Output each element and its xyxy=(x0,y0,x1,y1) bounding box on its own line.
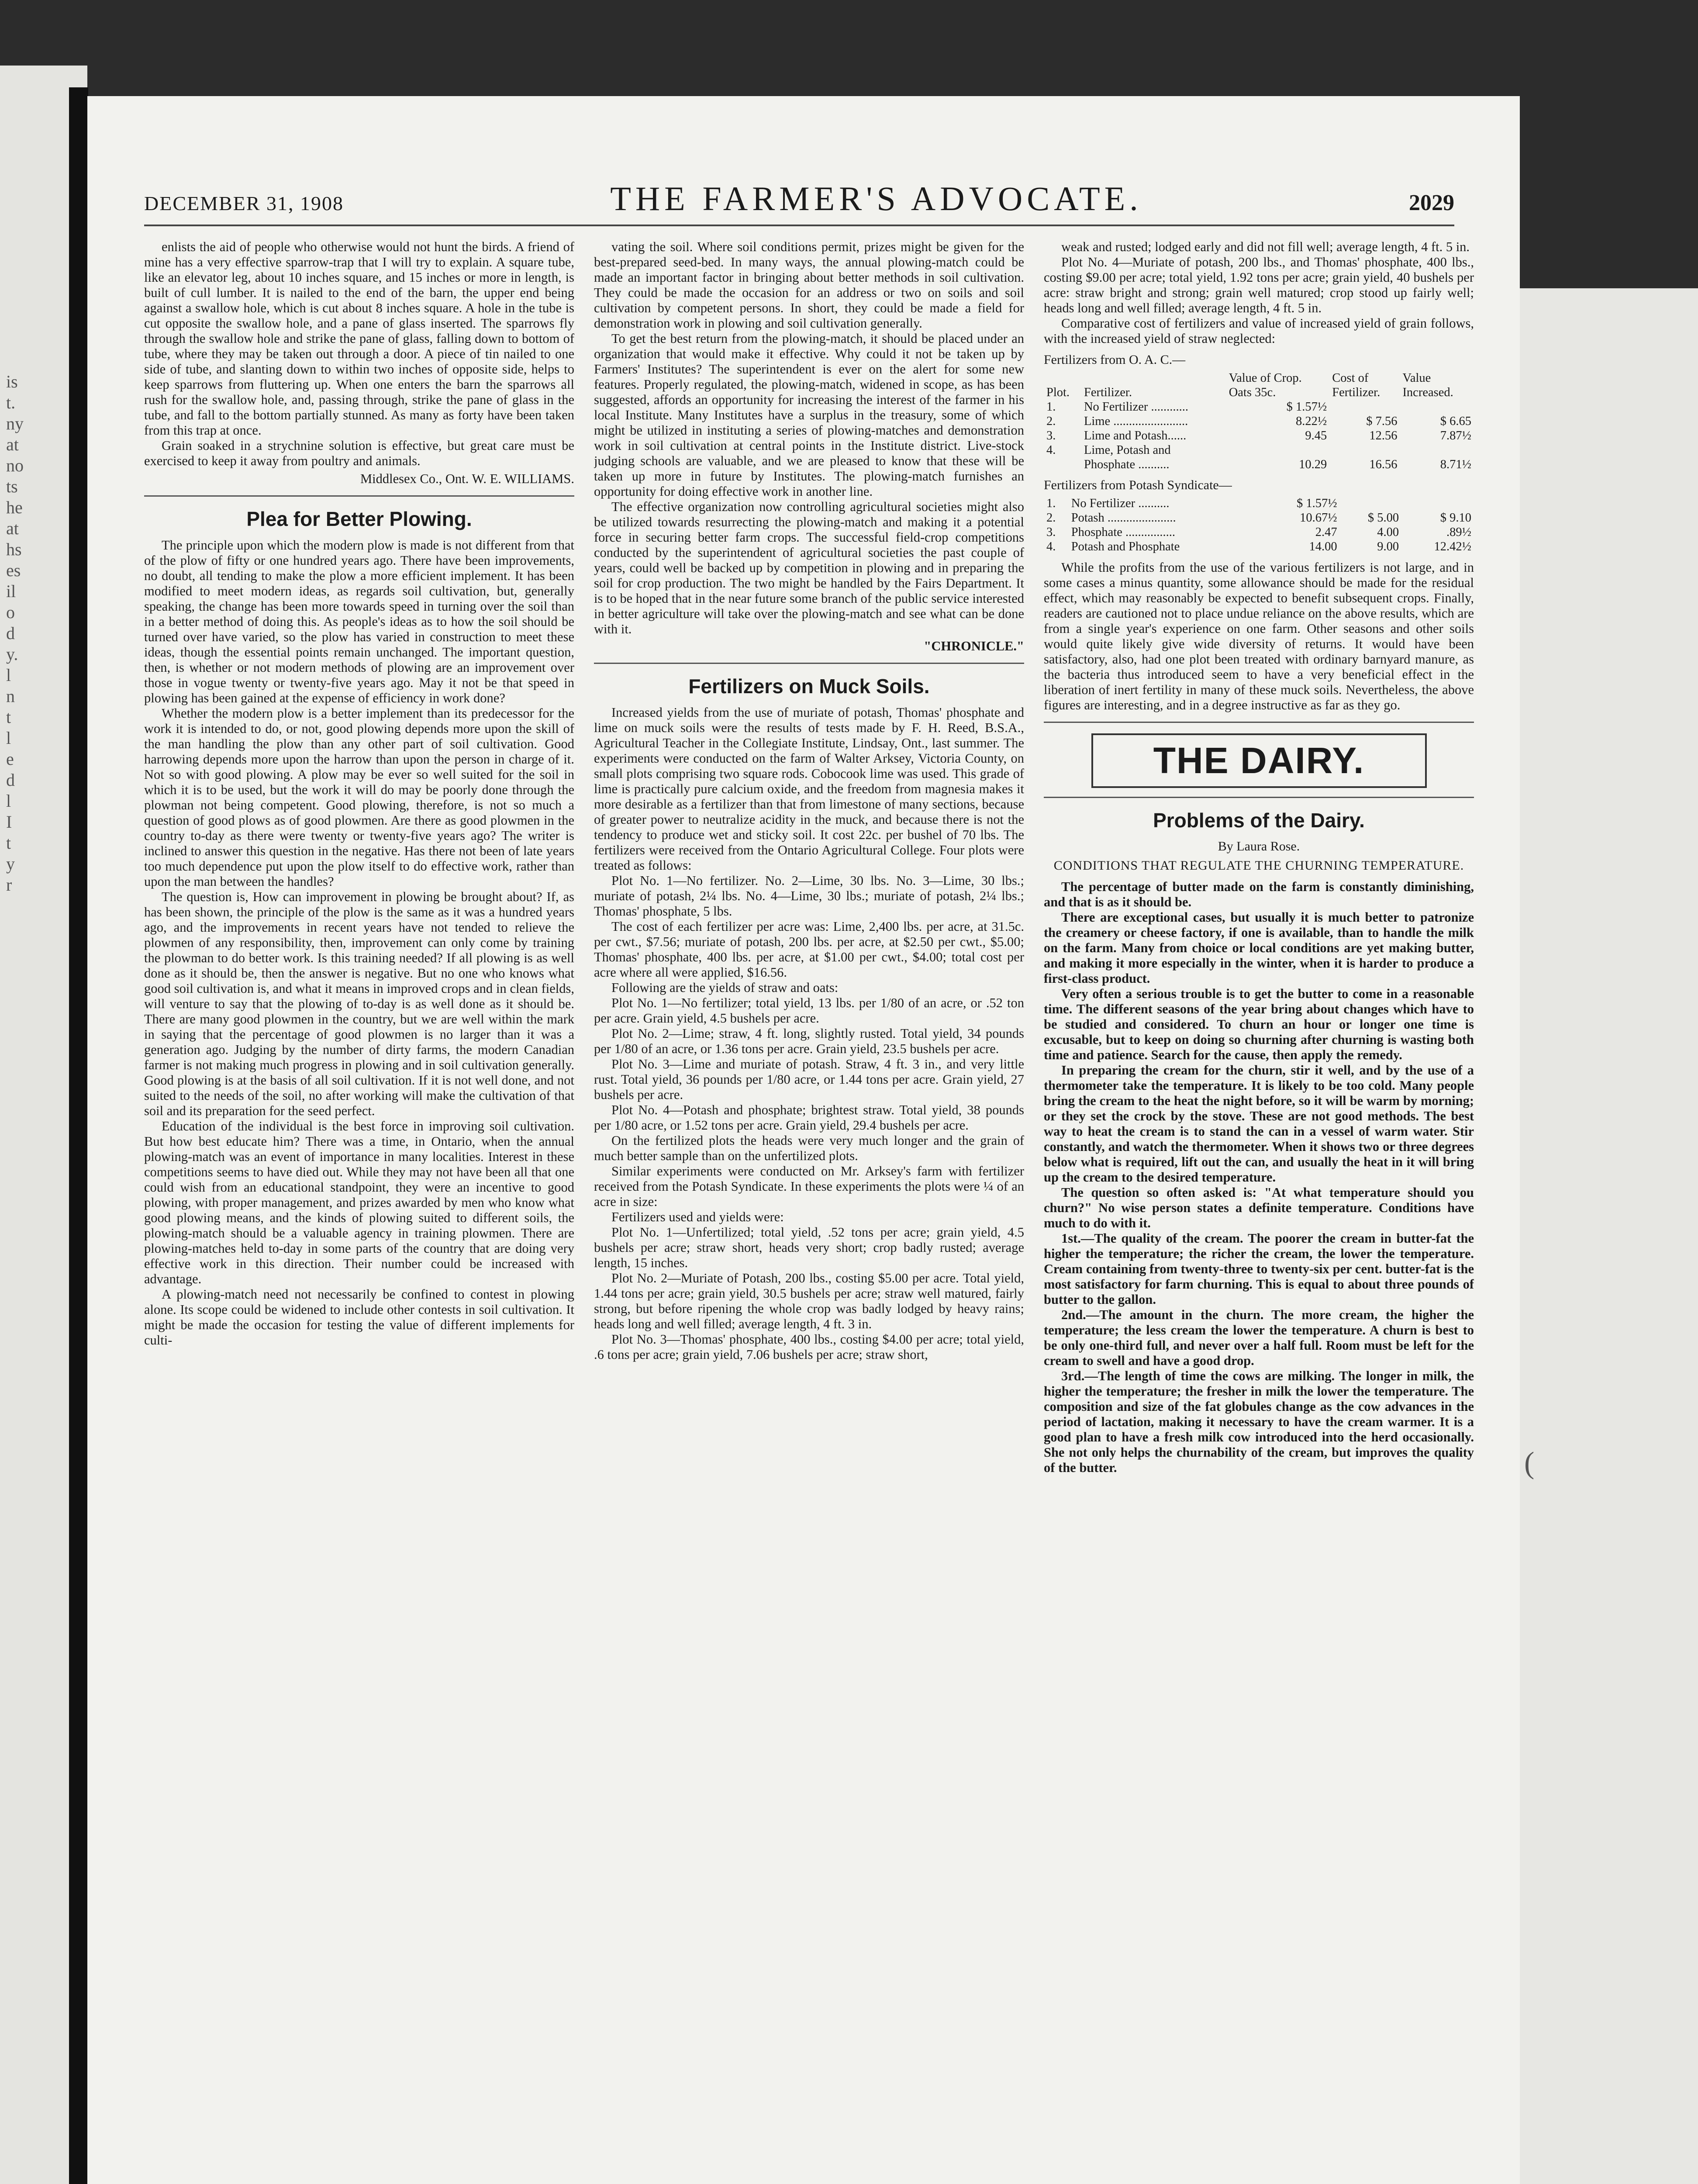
table-header-cell xyxy=(1081,371,1226,385)
table-header-cell: Cost of xyxy=(1332,371,1369,385)
table-cell: 2.47 xyxy=(1315,525,1337,539)
table-cell xyxy=(1044,457,1081,472)
paragraph: The question so often asked is: "At what temperature should you churn?" No wise person states a definite temperature. Conditions have much to do with it. xyxy=(1044,1185,1474,1230)
paragraph: Plot No. 1—No fertilizer; total yield, 13 lbs. per 1/80 of an acre, or .52 ton per acre. Grain yield, 4.5 bushels per acre. xyxy=(594,995,1024,1026)
table-cell: 4.00 xyxy=(1377,525,1399,539)
paragraph: Plot No. 3—Lime and muriate of potash. Straw, 4 ft. 3 in., and very little rust. Total yield, 36 pounds per 1/80 acre, or 1.44 tons per acre. Grain yield, 27 bushels per acre. xyxy=(594,1057,1024,1102)
table-cell: $ 5.00 xyxy=(1367,511,1399,525)
paragraph: enlists the aid of people who otherwise would not hunt the birds. A friend of mine has a very effective sparrow-trap that I will try to explain. A square tube, like an elevator leg, about 10 inches square, and 15 inches or more in length, is built of cull lumber. It is nailed to the end of the barn, the upper end being against a swallow hole, which is cut about 8 inches square. A hole in the tube is cut opposite the swallow hole, and a pane of glass inserted. The sparrows fly through the swallow hole and strike the pane of glass, falling down to bottom of tube, where they may be taken out through a door. A piece of tin nailed to one side of tube, and slanting down to within two inches of opposite side, helps to keep sparrows from fluttering up. When one enters the barn the sparrows all rush for the swallow hole, and, passing through, strike the pane of glass in the tube, and fall to the bottom partially stunned. As many as forty have been taken from this trap at once. xyxy=(144,239,574,438)
left-fragment-text: o xyxy=(6,602,15,622)
table-header-cell xyxy=(1044,371,1081,385)
table-cell: $ 7.56 xyxy=(1366,415,1398,428)
paragraph: weak and rusted; lodged early and did not fill well; average length, 4 ft. 5 in. xyxy=(1061,239,1470,254)
left-fragment-text: n xyxy=(6,686,15,706)
paragraph: Grain soaked in a strychnine solution is effective, but great care must be exercised to keep it away from poultry and animals. xyxy=(144,438,574,468)
paragraph: Plot No. 2—Muriate of Potash, 200 lbs., costing $5.00 per acre. Total yield, 1.44 tons per acre; grain yield, 30.5 bushels per acre; straw well matured, fairly strong, but before ripening the whole crop was badly lodged by heavy rains; heads long and well filled; average length, 4 ft. 3 in. xyxy=(594,1271,1024,1331)
issue-date: DECEMBER 31, 1908 xyxy=(144,192,344,214)
paragraph: The principle upon which the modern plow is made is not different from that of the plow of fifty or one hundred years ago. There have been improvements, no doubt, all tending to make the plow a more efficient implement. It has been modified to meet modern ideas, as regards soil cultivation, but, generally speaking, the change has been more towards speed in turning over the soil than in a better method of doing this. As people's ideas as to how the soil should be turned over have varied, so the plow has varied in construction to meet these ideas, though the essential points remain unchanged. The important question, then, is whether or not modern methods of plowing are an improvement over those in vogue twenty or twenty-five years ago. May it not be that speed in plowing has been gained at the expense of efficiency in work done? xyxy=(144,538,574,705)
table-cell xyxy=(1226,443,1330,457)
table-cell: $ 6.65 xyxy=(1440,415,1471,428)
author-signature: Middlesex Co., Ont. W. E. WILLIAMS. xyxy=(360,471,574,486)
paragraph: While the profits from the use of the various fertilizers is not large, and in some cases a minus quantity, some allowance should be made for the residual effect, which may reasonably be expected to benefit subsequent crops. Finally, readers are cautioned not to place undue reliance on the above results, which are from a single year's experience on one farm. Other seasons and other soils would quite likely give wide diversity of returns. It would have been satisfactory, also, had one plot been treated with ordinary barnyard manure, as the bacteria thus introduced seem to have a very beneficial effect in the liberation of inert fertility in many of these muck soils. Nevertheless, the above figures are interesting, and in a degree instructive as far as they go. xyxy=(1044,560,1474,712)
table-cell: 1. xyxy=(1046,497,1056,510)
left-fragment-text: d xyxy=(6,770,15,790)
table-cell: 2. xyxy=(1046,415,1056,428)
table-row xyxy=(1044,539,1474,554)
table-cell: No Fertilizer .......... xyxy=(1071,497,1170,510)
table-cell: Lime ........................ xyxy=(1084,415,1188,428)
column-1 xyxy=(144,239,574,2184)
left-fragment-text: t xyxy=(6,707,11,727)
table-caption: Fertilizers from O. A. C.— xyxy=(1044,352,1186,367)
table-cell xyxy=(1340,496,1402,511)
dairy-article-body xyxy=(1044,879,1474,1476)
table-cell: $ 1.57½ xyxy=(1286,400,1327,414)
left-fragment-text: t xyxy=(6,833,11,853)
table-cell: Lime, Potash and xyxy=(1084,443,1171,457)
table-cell: Lime and Potash...... xyxy=(1084,429,1187,442)
left-fragment-text: il xyxy=(6,581,16,601)
table-cell: 8.22½ xyxy=(1295,415,1327,428)
scan-right-margin xyxy=(1520,288,1698,2184)
table-cell: 4. xyxy=(1046,443,1056,457)
paragraph: Plot No. 1—No fertilizer. No. 2—Lime, 30 lbs. No. 3—Lime, 30 lbs.; muriate of potash, 2¼ lbs. No. 4—Lime, 30 lbs.; muriate of potash, 2¼ lbs.; Thomas' phosphate, 5 lbs. xyxy=(594,873,1024,919)
left-page-fragments xyxy=(6,371,59,895)
page-number: 2029 xyxy=(1408,190,1454,215)
newspaper-page xyxy=(87,96,1520,2184)
paragraph: The percentage of butter made on the farm is constantly diminishing, and that is as it should be. xyxy=(1044,879,1474,909)
table-cell: 9.00 xyxy=(1377,540,1399,553)
left-fragment-text: es xyxy=(6,560,21,580)
byline: By Laura Rose. xyxy=(1218,839,1300,854)
table-cell: 1. xyxy=(1046,400,1056,414)
table-cell: 14.00 xyxy=(1309,540,1337,553)
paragraph: Comparative cost of fertilizers and value of increased yield of grain follows, with the increased yield of straw neglected: xyxy=(1044,316,1474,346)
table-header-cell: Fertilizer. xyxy=(1084,386,1132,399)
column-divider xyxy=(594,663,1024,664)
table-cell: 10.67½ xyxy=(1300,511,1337,525)
table-caption: Fertilizers from Potash Syndicate— xyxy=(1044,478,1232,492)
paragraph: On the fertilized plots the heads were very much longer and the grain of much better sample than on the unfertilized plots. xyxy=(594,1133,1024,1163)
table-header-cell: Value xyxy=(1402,371,1431,385)
paragraph: 2nd.—The amount in the churn. The more cream, the higher the temperature; the less cream the lower the temperature. A churn is best to be only one-third full, and never over a half full. Room must be left for the cream to swell and have a good drop. xyxy=(1044,1307,1474,1368)
article-title: Problems of the Dairy. xyxy=(1153,809,1365,832)
table-cell: $ 1.57½ xyxy=(1297,497,1337,510)
masthead-title: THE FARMER'S ADVOCATE. xyxy=(610,180,1142,218)
table-cell: 10.29 xyxy=(1299,458,1327,471)
table-cell xyxy=(1400,443,1474,457)
table-cell: 16.56 xyxy=(1369,458,1398,471)
table-cell xyxy=(1400,400,1474,414)
table-row xyxy=(1044,429,1474,443)
table-cell: 12.56 xyxy=(1369,429,1398,442)
table-header-cell: Fertilizer. xyxy=(1332,386,1380,399)
paragraph: Increased yields from the use of muriate of potash, Thomas' phosphate and lime on muck soils were the results of tests made by F. H. Reed, B.S.A., Agricultural Teacher in the Collegiate Institute, Lindsay, Ont., last summer. The experiments were conducted on the farm of Walter Arksey, Victoria County, on small plots comprising two square rods. Cobocook lime was used. This grade of lime is practically pure calcium oxide, and the freedom from magnesia makes it more desirable as a fertilizer than that from limestone of many sections, because of greater power to neutralize acidity in the muck, and because there is not the tendency to produce wet and sticky soil. It cost 22c. per bushel of 70 lbs. The fertilizers were received from the Ontario Agricultural College. Four plots were treated as follows: xyxy=(594,705,1024,873)
left-fragment-text: hs xyxy=(6,539,22,559)
table-cell: 2. xyxy=(1046,511,1056,525)
left-fragment-text: l xyxy=(6,665,11,685)
paragraph: Similar experiments were conducted on Mr. Arksey's farm with fertilizer received from the Potash Syndicate. In these experiments the plots were ¼ of an acre in size: xyxy=(594,1164,1024,1209)
paragraph: Plot No. 2—Lime; straw, 4 ft. long, slightly rusted. Total yield, 34 pounds per 1/80 of an acre, or 1.36 tons per acre. Grain yield, 23.5 bushels per acre. xyxy=(594,1026,1024,1056)
table-cell: Phosphate .......... xyxy=(1084,458,1170,471)
article-columns xyxy=(144,239,1474,2184)
sparrow-trap-article xyxy=(144,239,574,487)
paragraph: In preparing the cream for the churn, stir it well, and by the use of a thermometer take the temperature. It is likely to be too cold. Many people bring the cream to the heat the night before, so it will be warm by morning; or they set the crock by the stove. These are not good methods. The best way to heat the cream is to stand the can in a vessel of warm water. Stir constantly, and watch the thermometer. When it shows two or three degrees below what is required, lift out the can, and usually the heat in it will bring up the cream to the desired temperature. xyxy=(1044,1063,1474,1185)
table-cell: 3. xyxy=(1046,429,1056,442)
plowing-article-continued xyxy=(594,239,1024,654)
left-fragment-text: ny xyxy=(6,414,24,433)
table-header-cell: Oats 35c. xyxy=(1229,386,1276,399)
table-header-cell: Increased. xyxy=(1402,386,1453,399)
left-fragment-text: t. xyxy=(6,393,16,412)
paragraph: The effective organization now controlling agricultural societies might also be utilized towards resurrecting the plowing-match and making it a potential force in securing better farm crops. The successful field-crop competitions conducted by the superintendent of agricultural societies the past couple of years, could well be backed up by competition in plowing and in preparing the soil for crop production. The two might be handled by the Fairs Department. It is to be hoped that in the near future some branch of the public service interested in better agriculture will take over the plowing-match and see what can be done with it. xyxy=(594,499,1024,636)
paragraph: The question is, How can improvement in plowing be brought about? If, as has been shown, the principle of the plow is the same as it was a hundred years ago, and the improvements in recent years have not tended to relieve the plowmen of any responsibility, then, improvement can only come by training the plowman to do better work. Is this training needed? If all plowing is as well done as it should be, then the answer is negative. But no one who knows what good soil cultivation is, and what it means in improved crops and in clean fields, will venture to say that the plowing of to-day is as well done as it should be. There are many good plowmen in the country, but we are well within the mark in saying that the percentage of good plowmen is no larger than it was a generation ago. Judging by the number of dirty farms, the modern Canadian farmer is not making much progress in plowing and in soil cultivation generally. Good plowing is at the basis of all soil cultivation. If it is not well done, and not suited to the needs of the soil, no after working will make the cultivation of that soil and its preparation for the seed perfect. xyxy=(144,889,574,1118)
paragraph: 1st.—The quality of the cream. The poorer the cream in butter-fat the higher the temperature; the richer the cream, the lower the temperature. Cream containing from twenty-three to twenty-six per cent. butter-fat is the most satisfactory for farm churning. This is equal to about three pounds of butter to the gallon. xyxy=(1044,1231,1474,1307)
table-cell: 7.87½ xyxy=(1440,429,1471,442)
department-heading: THE DAIRY. xyxy=(1091,733,1427,788)
left-fragment-text: l xyxy=(6,728,11,748)
paragraph: Plot No. 3—Thomas' phosphate, 400 lbs., costing $4.00 per acre; total yield, .6 tons per acre; grain yield, 7.06 bushels per acre; straw short, xyxy=(594,1332,1024,1362)
oac-fertilizer-table xyxy=(1044,371,1474,472)
table-cell xyxy=(1329,400,1400,414)
left-fragment-text: d xyxy=(6,623,15,643)
left-fragment-text: r xyxy=(6,875,12,895)
left-fragment-text: he xyxy=(6,498,23,517)
left-fragment-text: l xyxy=(6,791,11,811)
left-fragment-text: ts xyxy=(6,477,18,496)
table-cell: $ 9.10 xyxy=(1440,511,1471,525)
left-fragment-text: e xyxy=(6,749,14,769)
table-header-row xyxy=(1044,385,1474,400)
paragraph: Education of the individual is the best force in improving soil cultivation. But how best educate him? There was a time, in Ontario, when the annual plowing-match was an event of importance in many localities. Interest in these competitions seems to have died out. While they may not have been all that one could wish from an educational standpoint, they were an incentive to good plowing, with proper management, and prizes awarded by men who know what good plowing means, and the kinds of plowing suited to different soils, the plowing-match should be a valuable agency in training plowmen. There are plowing-matches held to-day in some parts of the country that are doing very effective work in this direction. Their number could be increased with advantage. xyxy=(144,1119,574,1286)
table-header-cell: Value of Crop. xyxy=(1229,371,1302,385)
table-cell: 4. xyxy=(1046,540,1056,553)
column-2 xyxy=(594,239,1024,2184)
table-header-row xyxy=(1044,371,1474,385)
paragraph: A plowing-match need not necessarily be confined to contest in plowing alone. Its scope could be widened to include other contests in soil cultivation. It might be made the occasion for testing the value of different implements for culti- xyxy=(144,1287,574,1348)
table-cell: .89½ xyxy=(1446,525,1471,539)
left-fragment-text: at xyxy=(6,518,19,538)
plowing-article-body xyxy=(144,538,574,1348)
table-cell: 3. xyxy=(1046,525,1056,539)
table-header-cell: Plot. xyxy=(1046,386,1070,399)
left-fragment-text: y. xyxy=(6,644,18,664)
paragraph: Fertilizers used and yields were: xyxy=(611,1209,784,1224)
article-title: Plea for Better Plowing. xyxy=(246,508,472,530)
left-fragment-text: no xyxy=(6,456,24,475)
table-row xyxy=(1044,457,1474,472)
table-cell: Potash and Phosphate xyxy=(1071,540,1180,553)
table-row xyxy=(1044,400,1474,414)
page-header xyxy=(144,179,1454,226)
table-cell: 9.45 xyxy=(1305,429,1327,442)
potash-syndicate-table xyxy=(1044,496,1474,554)
table-row xyxy=(1044,414,1474,429)
paragraph: 3rd.—The length of time the cows are milking. The longer in milk, the higher the temperature; the fresher in milk the lower the temperature. The composition and size of the fat globules change as the cow advances in the period of lactation, making it necessary to have the cream warmer. It is a good plan to have a fresh milk cow introduced into the herd occasionally. She not only helps the churnability of the cream, but improves the quality of the butter. xyxy=(1044,1368,1474,1475)
column-3 xyxy=(1044,239,1474,2184)
paragraph: Very often a serious trouble is to get the butter to come in a reasonable time. The different seasons of the year bring about changes which have to be studied and considered. To churn an hour or longer one time is excusable, but to keep on doing so churning after churning is wasting both time and patience. Search for the cause, then apply the remedy. xyxy=(1044,986,1474,1062)
table-cell: Phosphate ................ xyxy=(1071,525,1176,539)
left-fragment-text: I xyxy=(6,812,12,832)
table-cell: No Fertilizer ............ xyxy=(1084,400,1189,414)
table-cell xyxy=(1329,443,1400,457)
muck-soils-article-body xyxy=(594,705,1024,1362)
article-subheading: CONDITIONS THAT REGULATE THE CHURNING TEMPERATURE. xyxy=(1053,858,1464,873)
paragraph: Plot No. 4—Muriate of potash, 200 lbs., and Thomas' phosphate, 400 lbs., costing $9.00 per acre; total yield, 1.92 tons per acre; grain yield, 40 bushels per acre: straw bright and strong; grain well matured; crop stood up fairly well; heads long and well filled; average length, 4 ft. 5 in. xyxy=(1044,255,1474,315)
paragraph: Following are the yields of straw and oats: xyxy=(611,980,839,995)
paragraph: To get the best return from the plowing-match, it should be placed under an organization that would make it effective. Why could it not be taken up by Farmers' Institutes? The superintendent is ever on the alert for some new features. Properly regulated, the plowing-match, widened in scope, as has been suggested, affords an opportunity for increasing the interest of the farmer in his local Institute. Many Institutes have a surplus in the treasury, some of which might be utilized in instituting a series of plowing-matches and demonstration work in soil cultivation at central points in the Institute district. Live-stock judging schools are valuable, and we are pleased to know that these will be taken up more in future by Institutes. The plowing-match furnishes an opportunity for doing effective work in another line. xyxy=(594,331,1024,499)
column-divider xyxy=(144,495,574,497)
table-cell: 8.71½ xyxy=(1440,458,1471,471)
paragraph: The cost of each fertilizer per acre was: Lime, 2,400 lbs. per acre, at 31.5c. per cwt., $7.56; muriate of potash, 200 lbs. per acre, at $2.50 per cwt., $5.00; Thomas' phosphate, 400 lbs. per acre, at $1.00 per cwt., $4.00; total cost per acre where all were applied, $16.56. xyxy=(594,919,1024,980)
table-cell: 12.42½ xyxy=(1434,540,1471,553)
left-fragment-text: at xyxy=(6,435,19,454)
paragraph: There are exceptional cases, but usually it is much better to patronize the creamery or cheese factory, if one is available, than to handle the milk on the farm. Many from choice or local conditions are yet making butter, and making it more especially in the winter, when it is harder to produce a first-class product. xyxy=(1044,910,1474,986)
table-cell xyxy=(1401,496,1474,511)
book-binding-shadow xyxy=(69,87,88,2184)
paragraph: vating the soil. Where soil conditions permit, prizes might be given for the best-prepared seed-bed. In many ways, the annual plowing-match could be made an important factor in bringing about better methods in soil cultivation. They could be made the occasion for an address or two on soils and soil cultivation by competent persons. In short, they could be made a field for demonstration work in plowing and soil cultivation generally. xyxy=(594,239,1024,331)
author-signature: "CHRONICLE." xyxy=(924,639,1024,653)
column-divider xyxy=(1044,722,1474,723)
table-row xyxy=(1044,443,1474,457)
table-row xyxy=(1044,511,1474,525)
table-body xyxy=(1044,496,1474,554)
binding-notch: ( xyxy=(1524,1446,1535,1480)
table-row xyxy=(1044,525,1474,539)
paragraph: Plot No. 4—Potash and phosphate; brightest straw. Total yield, 38 pounds per 1/80 acre, or 1.52 tons per acre. Grain yield, 29.4 bushels per acre. xyxy=(594,1102,1024,1133)
table-cell: Potash ...................... xyxy=(1071,511,1176,525)
paragraph: Whether the modern plow is a better implement than its predecessor for the work it is intended to do, or not, good plowing depends more upon the skill of the man handling the plow than any other part of soil cultivation. Good harrowing depends more upon the harrow than upon the person in charge of it. Not so with good plowing. A plow may be ever so well suited for the soil in which it is to be used, but the work it will do may be poorly done through the plowman not being competent. Good plowing, therefore, is not so much a question of good plows as of good plowmen. Are there as good plowmen in the country to-day as there were twenty or twenty-five years ago? The writer is inclined to answer this question in the negative. Has there not been of late years too much dependence put upon the plow itself to do effective work, rather than upon the man between the handles? xyxy=(144,706,574,889)
left-fragment-text: is xyxy=(6,372,18,391)
table-body xyxy=(1044,400,1474,472)
table-row xyxy=(1044,496,1474,511)
left-fragment-text: y xyxy=(6,854,15,874)
paragraph: Plot No. 1—Unfertilized; total yield, .52 tons per acre; grain yield, 4.5 bushels per acre; straw short, heads very short; crop badly rusted; average length, 15 inches. xyxy=(594,1225,1024,1270)
article-title: Fertilizers on Muck Soils. xyxy=(688,675,930,698)
column-divider xyxy=(1044,797,1474,798)
